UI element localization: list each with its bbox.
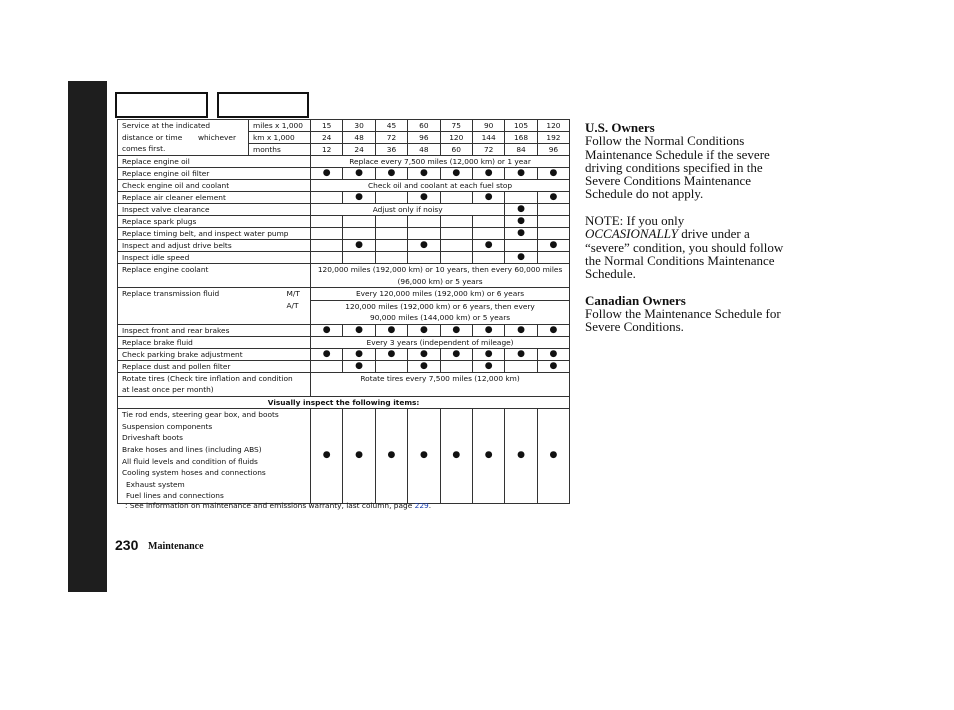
km-value: 168: [505, 132, 537, 144]
item-label: Replace transmission fluid: [118, 288, 249, 325]
table-row: [118, 180, 570, 192]
section-title: Maintenance: [148, 541, 204, 552]
service-dot: ●: [537, 240, 569, 252]
interval-note: Adjust only if noisy: [311, 204, 505, 216]
list-item: Cooling system hoses and connections: [122, 468, 266, 478]
km-value: 144: [472, 132, 504, 144]
service-dot: ●: [472, 168, 504, 180]
list-item: Driveshaft boots: [122, 433, 183, 443]
service-dot: ●: [311, 408, 343, 503]
months-value: 84: [505, 144, 537, 156]
service-dot: ●: [472, 192, 504, 204]
miles-value: 30: [343, 120, 375, 132]
km-value: 48: [343, 132, 375, 144]
owner-notes: [585, 121, 785, 334]
service-dot: ●: [408, 408, 440, 503]
service-dot: ●: [537, 324, 569, 336]
list-item: Fuel lines and connections: [126, 491, 224, 501]
interval-note: Replace every 7,500 miles (12,000 km) or 1 year: [311, 156, 570, 168]
canadian-owners-heading: Canadian Owners: [585, 292, 686, 308]
km-unit: km x 1,000: [249, 132, 311, 144]
service-dot: ●: [408, 240, 440, 252]
service-dot: ●: [343, 324, 375, 336]
table-row: [118, 408, 570, 503]
header-row-miles: [118, 120, 570, 132]
item-label: Replace engine coolant: [118, 264, 311, 288]
note-paragraph: NOTE: If you only OCCASIONALLY drive under a “severe” condition, you should follow the Normal Conditions Maintenance Schedule.: [585, 213, 784, 282]
miles-value: 105: [505, 120, 537, 132]
service-dot: ●: [408, 348, 440, 360]
table-row: [118, 372, 570, 396]
table-row: [118, 336, 570, 348]
table-row: [118, 192, 570, 204]
item-label: Inspect valve clearance: [118, 204, 311, 216]
item-label: Replace timing belt, and inspect water pump: [118, 228, 311, 240]
service-dot: ●: [537, 168, 569, 180]
km-value: 120: [440, 132, 472, 144]
canadian-owners-body: Follow the Maintenance Schedule for Severe Conditions.: [585, 306, 781, 335]
months-value: 72: [472, 144, 504, 156]
table-row: [118, 204, 570, 216]
miles-value: 60: [408, 120, 440, 132]
miles-unit: miles x 1,000: [249, 120, 311, 132]
page-link[interactable]: 229: [414, 501, 429, 510]
service-dot: ●: [311, 348, 343, 360]
table-row: [118, 396, 570, 408]
service-dot: ●: [505, 252, 537, 264]
visual-inspect-header: Visually inspect the following items:: [118, 396, 570, 408]
table-row: [118, 168, 570, 180]
months-value: 36: [375, 144, 407, 156]
table-row: [118, 216, 570, 228]
months-value: 48: [408, 144, 440, 156]
miles-value: 45: [375, 120, 407, 132]
table-row: [118, 348, 570, 360]
service-dot: ●: [311, 168, 343, 180]
service-dot: ●: [472, 324, 504, 336]
list-item: Tie rod ends, steering gear box, and boots: [122, 410, 279, 420]
item-label: Inspect and adjust drive belts: [118, 240, 311, 252]
service-dot: ●: [343, 348, 375, 360]
service-dot: ●: [408, 192, 440, 204]
service-dot: ●: [505, 408, 537, 503]
service-dot: ●: [505, 324, 537, 336]
table-row: [118, 252, 570, 264]
service-dot: ●: [375, 324, 407, 336]
service-dot: ●: [440, 348, 472, 360]
item-label: Replace air cleaner element: [118, 192, 311, 204]
service-dot: ●: [375, 408, 407, 503]
miles-value: 75: [440, 120, 472, 132]
page-number: 230: [115, 537, 139, 553]
item-label: Rotate tires (Check tire inflation and condition at least once per month): [118, 372, 311, 396]
km-value: 96: [408, 132, 440, 144]
service-dot: ●: [537, 348, 569, 360]
service-dot: ●: [440, 168, 472, 180]
table-row: [118, 324, 570, 336]
service-dot: ●: [440, 408, 472, 503]
service-dot: ●: [311, 324, 343, 336]
service-dot: ●: [472, 360, 504, 372]
service-dot: ●: [537, 408, 569, 503]
months-value: 96: [537, 144, 569, 156]
service-dot: ●: [505, 216, 537, 228]
item-label: Replace spark plugs: [118, 216, 311, 228]
service-dot: ●: [505, 168, 537, 180]
item-label: Inspect idle speed: [118, 252, 311, 264]
service-dot: ●: [408, 324, 440, 336]
service-dot: ●: [505, 228, 537, 240]
table-row: [118, 240, 570, 252]
maintenance-schedule-table: [117, 119, 570, 504]
months-unit: months: [249, 144, 311, 156]
list-item: Suspension components: [122, 421, 213, 431]
miles-value: 15: [311, 120, 343, 132]
service-dot: ●: [343, 408, 375, 503]
us-owners-body: Follow the Normal Conditions Maintenance Schedule if the severe driving conditions specified in the Severe Conditions Maintenance Schedule do not apply.: [585, 133, 770, 202]
transmission-types: M/T A/T: [249, 288, 311, 325]
service-dot: ●: [343, 168, 375, 180]
km-value: 192: [537, 132, 569, 144]
item-label: Replace dust and pollen filter: [118, 360, 311, 372]
interval-note: 120,000 miles (192,000 km) or 10 years, then every 60,000 miles (96,000 km) or 5 years: [311, 264, 570, 288]
service-dot: ●: [537, 360, 569, 372]
header-box-right: [217, 92, 309, 118]
km-value: 72: [375, 132, 407, 144]
service-dot: ●: [375, 168, 407, 180]
item-label: Replace brake fluid: [118, 336, 311, 348]
months-value: 12: [311, 144, 343, 156]
header-box-left: [115, 92, 208, 118]
table-row: [118, 288, 570, 325]
list-item: Brake hoses and lines (including ABS): [122, 444, 262, 454]
interval-note: Rotate tires every 7,500 miles (12,000 km): [311, 372, 570, 396]
side-tab-bar: [68, 81, 107, 592]
list-item: All fluid levels and condition of fluids: [122, 456, 258, 466]
service-dot: ●: [375, 348, 407, 360]
service-dot: ●: [440, 324, 472, 336]
item-label: Check engine oil and coolant: [118, 180, 311, 192]
interval-note: Check oil and coolant at each fuel stop: [311, 180, 570, 192]
table-row: [118, 156, 570, 168]
service-dot: ●: [343, 360, 375, 372]
months-value: 60: [440, 144, 472, 156]
months-value: 24: [343, 144, 375, 156]
item-label: Replace engine oil: [118, 156, 311, 168]
item-label: Check parking brake adjustment: [118, 348, 311, 360]
us-owners-heading: U.S. Owners: [585, 120, 655, 135]
service-dot: ●: [343, 240, 375, 252]
item-label: Inspect front and rear brakes: [118, 324, 311, 336]
miles-value: 120: [537, 120, 569, 132]
inspect-items-list: [118, 408, 311, 503]
km-value: 24: [311, 132, 343, 144]
table-row: [118, 264, 570, 288]
service-dot: ●: [472, 408, 504, 503]
service-dot: ●: [472, 348, 504, 360]
service-interval-label: Service at the indicated distance or time whichever comes first.: [118, 120, 249, 156]
service-dot: ●: [408, 360, 440, 372]
interval-note: Every 120,000 miles (192,000 km) or 6 years 120,000 miles (192,000 km) or 6 years, then every 90,000 miles (144,000 km) or 5 years: [311, 288, 570, 325]
miles-value: 90: [472, 120, 504, 132]
table-row: [118, 228, 570, 240]
interval-note: Every 3 years (independent of mileage): [311, 336, 570, 348]
footnote: : See information on maintenance and emissions warranty, last column, page 229.: [125, 501, 432, 510]
list-item: Exhaust system: [126, 479, 185, 489]
service-dot: ●: [505, 204, 537, 216]
service-dot: ●: [505, 348, 537, 360]
service-dot: ●: [472, 240, 504, 252]
item-label: Replace engine oil filter: [118, 168, 311, 180]
service-dot: ●: [408, 168, 440, 180]
service-dot: ●: [537, 192, 569, 204]
table-row: [118, 360, 570, 372]
service-dot: ●: [343, 192, 375, 204]
